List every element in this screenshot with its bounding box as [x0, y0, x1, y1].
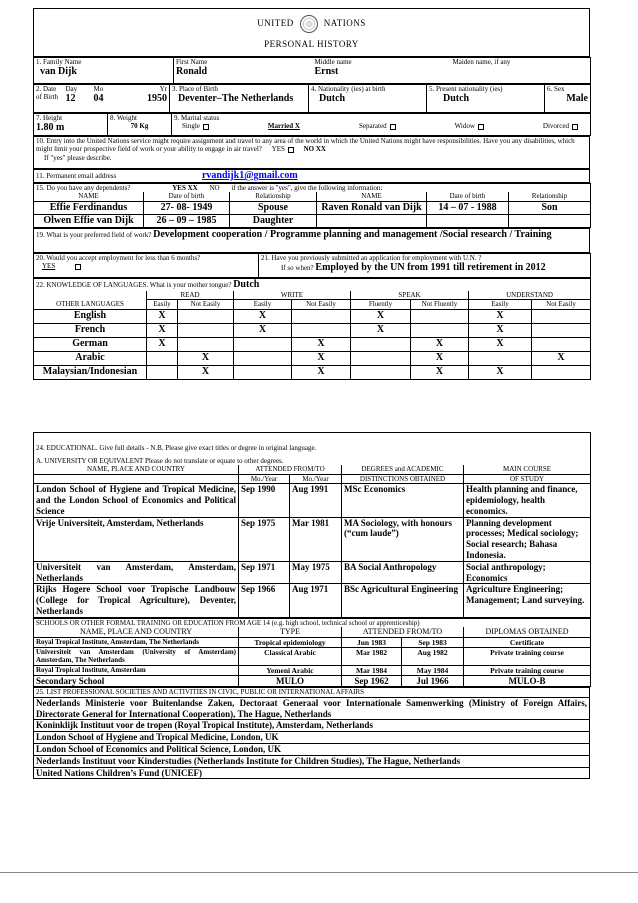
language-mark: X	[469, 323, 532, 337]
school-to: Sep 1983	[402, 637, 464, 647]
society-item: Koninklijk Instituut voor de tropen (Royal Tropical Institute), Amsterdam, Netherlands	[34, 720, 590, 732]
language-name: Malaysian/Indonesian	[34, 365, 147, 379]
language-mark: X	[411, 365, 469, 379]
language-mark: X	[292, 337, 351, 351]
widow-checkbox[interactable]	[478, 124, 484, 130]
un-emblem-icon	[300, 15, 318, 33]
language-mark	[234, 365, 292, 379]
q11-section: 11. Permanent email address rvandijk1@gmail.com	[33, 169, 590, 183]
birth-section: 2. Date of Birth Day 12 Mo 04 Yr 1950 3. Place of Birth Deventer–The Netherlands 4. Nationality (ies) at birth Dutch 5. Present nationality (ies) Dutch 6. Sex Male	[33, 84, 591, 113]
school-from: Mar 1984	[342, 665, 402, 675]
school-row	[34, 647, 591, 665]
attended-from: Sep 1990	[239, 484, 290, 517]
physical-section: 7. Height 1.80 m 8. Weight 70 Kg 9. Marital status Single Married X Separated Widow Divorced	[33, 113, 591, 136]
attended-to: May 1975	[290, 561, 342, 584]
language-mark: X	[178, 365, 234, 379]
divorced-checkbox[interactable]	[572, 124, 578, 130]
language-name: German	[34, 337, 147, 351]
form-header	[33, 8, 590, 57]
language-row	[34, 337, 591, 351]
language-mark: X	[351, 309, 411, 323]
q24-section: 24. EDUCATIONAL. Give full details - N.B. Please give exact titles or degree in original language. A. UNIVERSITY OR EQUIVALENT Please do not translate or equate to other degrees. NAME, PLACE AND COUNTRY ATTENDED FROM/TO DEGREES and ACADEMIC MAIN COURSE Mo./Year Mo./Year DISTINCTIONS OBTAINED OF STUDY London School of Hygiene and Tropical Medicine, and the London School of Economics and Political Science Sep 1990 Aug 1991 MSc Economics Health planning and finance, epidemiology, health economics. Vrije Universiteit, Amsterdam, Netherlands Sep 1975 Mar 1981 MA Sociology, with honours (“cum laude”) Planning development processes; Medical sociology; Social research; Bahasa Indonesia. Universiteit van Amsterdam, Amsterdam, Netherlands Sep 1971 May 1975 BA Social Anthropology Social anthropology; Economics Rijks Hogere School voor Tropische Landbouw (College for Tropical Agriculture), Deventer, Netherlands Sep 1966 Aug 1971 BSc Agricultural Engineering Agriculture Engineering; Management; Land surveying.	[33, 432, 591, 618]
institution-name: Vrije Universiteit, Amsterdam, Netherlands	[34, 517, 239, 561]
school-to: Jul 1966	[402, 675, 464, 687]
language-mark	[292, 309, 351, 323]
page-bottom-divider	[0, 872, 638, 873]
institution-name: London School of Hygiene and Tropical Medicine, and the London School of Economics and Political Science	[34, 484, 239, 517]
main-course: Social anthropology; Economics	[464, 561, 591, 584]
language-name: French	[34, 323, 147, 337]
language-mark	[234, 351, 292, 365]
school-type: Classical Arabic	[239, 647, 342, 665]
language-mark: X	[234, 309, 292, 323]
single-checkbox[interactable]	[203, 124, 209, 130]
q10-section: 10. Entry into the United Nations service might require assignment and travel to any area of the world in which the United Nations might have responsibilities. Have you any disabilities, which might limit your prospective field of work or your ability to engage in air travel? YES NO XX If "yes" please describe.	[33, 136, 590, 169]
nationality-present: Dutch	[443, 93, 470, 105]
attended-to: Aug 1971	[290, 584, 342, 617]
q25-section: 25. LIST PROFESSIONAL SOCIETIES AND ACTIVITIES IN CIVIC, PUBLIC OR INTERNATIONAL AFFAIRS Nederlands Ministerie voor Buitenlandse Zaken, Dectoraat Generaal voor Internationale Samenwerking (Ministry of Foreign Affairs, Directorate General for International Cooperation), The Hague, Netherlands Koninklijk Instituut voor de tropen (Royal Tropical Institute), Amsterdam, Netherlands London School of Hygiene and Tropical Medicine, London, UK London School of Economics and Political Science, London, UK Nederlands Instituut voor Kinderstudies (Netherlands Institute for Children Studies), The Hague, Netherlands United Nations Children’s Fund (UNICEF)	[33, 687, 590, 779]
birth-day: 12	[65, 93, 76, 105]
society-item: Nederlands Ministerie voor Buitenlandse Zaken, Dectoraat Generaal voor Internationale Samenwerking (Ministry of Foreign Affairs, Directorate General for International Cooperation), The Hague, Netherlands	[34, 697, 590, 720]
school-name: Royal Tropical Institute, Amsterdam, The Netherlands	[34, 637, 239, 647]
school-name: Royal Tropical Institute, Amsterdam	[34, 665, 239, 675]
diploma: Certificate	[464, 637, 591, 647]
university-row	[34, 484, 591, 517]
main-course: Health planning and finance, epidemiology, health economics.	[464, 484, 591, 517]
dependent-row: Effie Ferdinandus 27- 08- 1949 Spouse Raven Ronald van Dijk 14 – 07 - 1988 Son	[34, 201, 591, 214]
language-mark: X	[147, 337, 178, 351]
email-link[interactable]: rvandijk1@gmail.com	[201, 170, 298, 181]
institution-name: Rijks Hogere School voor Tropische Landbouw (College for Tropical Agriculture), Deventer, Netherlands	[34, 584, 239, 617]
sex: Male	[566, 93, 588, 105]
language-mark	[411, 309, 469, 323]
school-to: Aug 1982	[402, 647, 464, 665]
birth-month: 04	[93, 93, 104, 105]
language-mark	[532, 323, 591, 337]
degree: BSc Agricultural Engineering	[342, 584, 464, 617]
university-row	[34, 584, 591, 617]
language-mark	[147, 365, 178, 379]
height: 1.80 m	[36, 122, 65, 134]
degree: MA Sociology, with honours (“cum laude”)	[342, 517, 464, 561]
first-name: Ronald	[176, 66, 208, 78]
language-mark	[147, 351, 178, 365]
language-mark: X	[178, 351, 234, 365]
previous-un-employment: Employed by the UN from 1991 till retirement in 2012	[315, 262, 546, 274]
language-mark: X	[147, 323, 178, 337]
language-mark: X	[411, 351, 469, 365]
language-mark	[469, 351, 532, 365]
society-item: United Nations Children’s Fund (UNICEF)	[34, 767, 590, 779]
language-row	[34, 309, 591, 323]
society-item: London School of Economics and Political Science, London, UK	[34, 743, 590, 755]
language-mark	[292, 323, 351, 337]
language-mark: X	[292, 365, 351, 379]
language-mark: X	[234, 323, 292, 337]
dependent-row: Olwen Effie van Dijk 26 – 09 – 1985 Daughter	[34, 214, 591, 227]
personal-history-form	[33, 8, 590, 779]
school-type: Tropical epidemiology	[239, 637, 342, 647]
marital-options: Single Married X Separated Widow Divorced	[174, 122, 588, 130]
attended-to: Aug 1991	[290, 484, 342, 517]
school-row	[34, 665, 591, 675]
birth-year: 1950	[147, 93, 167, 105]
married-option: Married X	[267, 122, 300, 131]
language-mark: X	[532, 351, 591, 365]
language-row	[34, 365, 591, 379]
language-mark	[532, 337, 591, 351]
school-rows	[34, 637, 591, 687]
language-row	[34, 351, 591, 365]
school-name: Secondary School	[34, 675, 239, 687]
q22-section: 22. KNOWLEDGE OF LANGUAGES. What is your mother tongue? Dutch OTHER LANGUAGES READ WRITE SPEAK UNDERSTAND Easily Not Easily Easily Not Easily Fluently Not Fluently Easily Not Easily English X X X X French X X X X German X X X X Arabic X X X X Malaysian/Indonesian X X X X	[33, 278, 591, 380]
language-mark	[178, 309, 234, 323]
language-mark	[178, 323, 234, 337]
q15-section: 15. Do you have any dependents? YES XX NO if the answer is "yes", give the following information: NAME Date of birth Relationship NAME Date of birth Relationship Effie Ferdinandus 27- 08- 1949 Spouse Raven Ronald van Dijk 14 – 07 - 1988 Son Olwen Effie van Dijk 26 – 09 – 1985 Daughter	[33, 183, 591, 228]
preferred-field: Development cooperation / Programme planning and management /Social research / Training	[153, 228, 552, 240]
family-name: van Dijk	[40, 66, 77, 78]
q19-section: 19. What is your preferred field of work? Development cooperation / Programme planning and management /Social research / Training	[33, 228, 590, 253]
language-mark	[532, 309, 591, 323]
nationality-birth: Dutch	[319, 93, 346, 105]
school-from: Jun 1983	[342, 637, 402, 647]
name-section: 1. Family Name van Dijk First Name Ronald Middle name Ernst Maiden name, if any	[33, 57, 591, 84]
society-item: London School of Hygiene and Tropical Medicine, London, UK	[34, 732, 590, 744]
language-mark	[178, 337, 234, 351]
language-mark: X	[351, 323, 411, 337]
language-mark: X	[469, 337, 532, 351]
attended-from: Sep 1971	[239, 561, 290, 584]
school-from: Mar 1982	[342, 647, 402, 665]
institution-name: Universiteit van Amsterdam, Amsterdam, Netherlands	[34, 561, 239, 584]
disability-yes-checkbox[interactable]	[288, 147, 294, 153]
language-mark	[351, 337, 411, 351]
degree: MSc Economics	[342, 484, 464, 517]
language-mark	[532, 365, 591, 379]
diploma: Private training course	[464, 647, 591, 665]
diploma: Private training course	[464, 665, 591, 675]
language-rows	[34, 309, 591, 379]
mother-tongue: Dutch	[233, 278, 260, 290]
diploma: MULO-B	[464, 675, 591, 687]
school-row	[34, 637, 591, 647]
university-rows	[34, 484, 591, 618]
language-mark	[234, 337, 292, 351]
separated-checkbox[interactable]	[390, 124, 396, 130]
university-row	[34, 561, 591, 584]
language-mark	[351, 351, 411, 365]
language-row	[34, 323, 591, 337]
degree: BA Social Anthropology	[342, 561, 464, 584]
main-course: Planning development processes; Medical sociology; Social research; Bahasa Indonesia.	[464, 517, 591, 561]
form-title: PERSONAL HISTORY	[264, 39, 359, 49]
language-mark: X	[147, 309, 178, 323]
header-united: UNITED	[257, 18, 294, 29]
school-type: MULO	[239, 675, 342, 687]
language-mark: X	[469, 365, 532, 379]
short-employment-yes-checkbox[interactable]	[75, 264, 81, 270]
attended-from: Sep 1966	[239, 584, 290, 617]
society-rows	[34, 697, 590, 779]
q20-21-section: 20. Would you accept employment for less than 6 months? YES 21. Have you previously submitted an application for employment with U.N. ? If so when? Employed by the UN from 1991 till retirement in 2012	[33, 253, 591, 278]
header-nations: NATIONS	[323, 18, 366, 29]
language-mark	[351, 365, 411, 379]
language-mark: X	[292, 351, 351, 365]
university-row	[34, 517, 591, 561]
attended-to: Mar 1981	[290, 517, 342, 561]
language-name: English	[34, 309, 147, 323]
language-mark: X	[411, 337, 469, 351]
attended-from: Sep 1975	[239, 517, 290, 561]
school-from: Sep 1962	[342, 675, 402, 687]
weight: 70 Kg	[130, 122, 149, 131]
school-row	[34, 675, 591, 687]
language-mark	[411, 323, 469, 337]
language-mark: X	[469, 309, 532, 323]
schools-section: SCHOOLS OR OTHER FORMAL TRAINING OR EDUCATION FROM AGE 14 (e.g. high school, technical school or apprenticeship) NAME, PLACE AND COUNTRY TYPE ATTENDED FROM/TO DIPLOMAS OBTAINED Royal Tropical Institute, Amsterdam, The Netherlands Tropical epidemiology Jun 1983 Sep 1983 Certificate Universiteit van Amsterdam (University of Amsterdam) Amsterdam, The Netherlands Classical Arabic Mar 1982 Aug 1982 Private training course Royal Tropical Institute, Amsterdam Yemeni Arabic Mar 1984 May 1984 Private training course Secondary School MULO Sep 1962 Jul 1966 MULO-B	[33, 618, 591, 688]
language-name: Arabic	[34, 351, 147, 365]
middle-name: Ernst	[314, 66, 339, 78]
society-item: Nederlands Instituut voor Kinderstudies (Netherlands Institute for Children Studies), The Hague, Netherlands	[34, 755, 590, 767]
birth-place: Deventer–The Netherlands	[178, 93, 294, 105]
school-to: May 1984	[402, 665, 464, 675]
school-name: Universiteit van Amsterdam (University of Amsterdam) Amsterdam, The Netherlands	[34, 647, 239, 665]
main-course: Agriculture Engineering; Management; Land surveying.	[464, 584, 591, 617]
school-type: Yemeni Arabic	[239, 665, 342, 675]
